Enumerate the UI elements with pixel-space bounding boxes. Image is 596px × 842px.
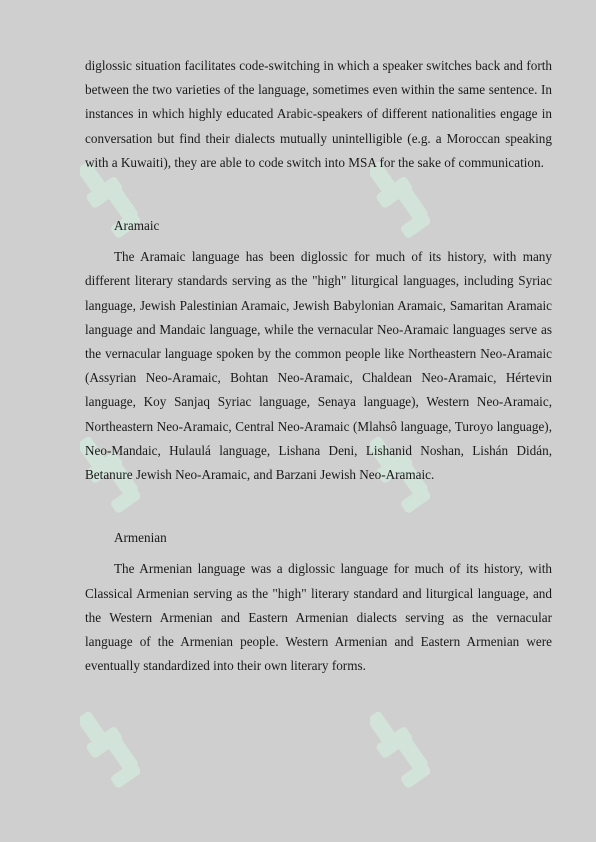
intro-paragraph: diglossic situation facilitates code-switching in which a speaker switches back and forth between the two varieties of the language, sometimes even within the same sentence. In instances in which highly educated Arabic-speakers of different nationalities engage in conversation but find their dialects mutually unintelligible (e.g. a Moroccan speaking with a Kuwaiti), they are able to code switch into MSA for the sake of communication. <box>85 58 552 170</box>
section-heading-armenian: Armenian <box>114 530 167 546</box>
section-body-armenian: The Armenian language was a diglossic language for much of its history, with Classical Armenian serving as the "high" literary standard and liturgical language, and the Western Armenian and Eastern Armenian dialects serving as the vernacular language of the Armenian people. Western Armenian and Eastern Armenian were eventually standardized into their own literary forms. <box>85 561 552 674</box>
watermark-logo-icon <box>370 700 430 795</box>
section-heading-aramaic: Aramaic <box>114 218 160 234</box>
watermark-logo-icon <box>80 700 140 795</box>
document-body <box>85 54 552 678</box>
section-body-aramaic: The Aramaic language has been diglossic for much of its history, with many different literary standards serving as the "high" liturgical languages, including Syriac language, Jewish Palestinian Aramaic, Jewish Babylonian Aramaic, Samaritan Aramaic language and Mandaic language, while the vernacular Neo-Aramaic languages serve as the vernacular language spoken by the common people like Northeastern Neo-Aramaic (Assyrian Neo-Aramaic, Bohtan Neo-Aramaic, Chaldean Neo-Aramaic, Hértevin language, Koy Sanjaq Syriac language, Senaya language), Western Neo-Aramaic, Northeastern Neo-Aramaic, Central Neo-Aramaic (Mlahsô language, Turoyo language), Neo-Mandaic, Hulaulá language, Lishana Deni, Lishanid Noshan, Lishán Didán, Betanure Jewish Neo-Aramaic, and Barzani Jewish Neo-Aramaic. <box>85 249 552 483</box>
